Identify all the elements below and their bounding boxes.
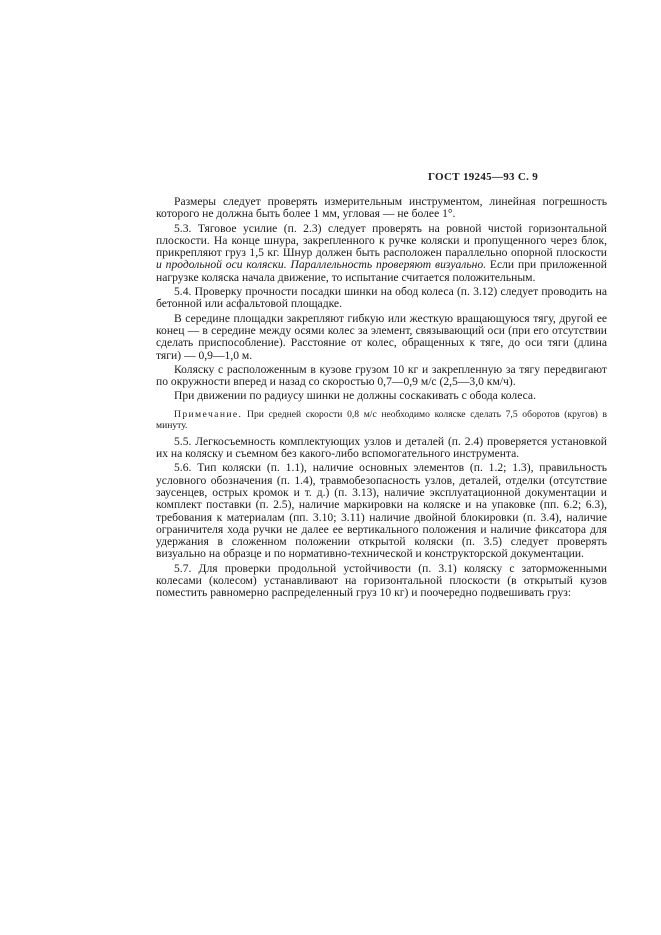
- paragraph-radius-motion: При движении по радиусу шинки не должны соскакивать с обода колеса.: [174, 389, 536, 403]
- paragraph-stroller-load: Коляску с расположенным в кузове грузом 10 кг и закрепленную за тягу передвигают по окружности вперед и назад со скоростью 0,7—0,9 м/с (2,5—3,0 км/ч).: [156, 362, 607, 389]
- paragraph-5-7: 5.7. Для проверки продольной устойчивости (п. 3.1) коляску с заторможенными колесами (колесом) устанавливают на горизонтальной плоскости (в открытый кузов поместить равномерно распределенный груз 10 кг) и поочередно подвешивать груз:: [156, 561, 607, 600]
- paragraph-measurements: Размеры следует проверять измерительным инструментом, линейная погрешность которого не должна быть более 1 мм, угловая — не более 1°.: [156, 195, 607, 221]
- paragraph-5-3-italic: и продольной оси коляски. Параллельность проверяют визуально.: [156, 258, 487, 272]
- paragraph-5-4: 5.4. Проверку прочности посадки шинки на обод колеса (п. 3.12) следует проводить на бетонной или асфальтовой площадке.: [156, 285, 607, 311]
- paragraph-5-3-part-a: 5.3. Тяговое усилие (п. 2.3) следует проверять на ровной чистой горизонтальной плоскости. На конце шнура, закрепленного к ручке коляски и пропущенного через блок, прикрепляют груз 1,5 кг. Шнур должен быть расположен параллельно опорной плоскости: [156, 221, 607, 260]
- document-body: [156, 196, 607, 600]
- note: [156, 409, 607, 432]
- paragraph-5-5: 5.5. Легкосъемность комплектующих узлов и деталей (п. 2.4) проверяется установкой их на коляску и съемном без какого-либо вспомогательного инструмента.: [156, 434, 607, 461]
- note-label: Примечание.: [174, 408, 243, 420]
- paragraph-5-3-part-c: Если при приложенной нагрузке коляска начала движение, то испытание считается положительным.: [156, 258, 607, 284]
- note-text: При средней скорости 0,8 м/с необходимо коляске сделать 7,5 оборотов (кругов) в минуту.: [156, 408, 607, 432]
- standard-header: ГОСТ 19245—93 С. 9: [428, 171, 539, 183]
- paragraph-5-6: 5.6. Тип коляски (п. 1.1), наличие основных элементов (п. 1.2; 1.3), правильность условного обозначения (п. 1.4), травмобезопасность узлов, деталей, отделки (отсутствие заусенцев, острых кромок и т. д.) (п. 3.13), наличие эксплуатационной документации и комплект поставки (п. 2.5), наличие маркировки на коляске и на упаковке (пп. 6.2; 6.3), требования к материалам (пп. 3.10; 3.11) наличие двойной блокировки (п. 3.4), наличие ограничителя хода ручки не далее ее вертикального положения и наличие фиксатора для удержания в сложенном положении открытой коляски (п. 3.5) следует проверять визуально на образце и по нормативно-технической и конструкторской документации.: [156, 461, 607, 561]
- paragraph-5-3: [156, 223, 607, 284]
- paragraph-center-platform: В середине площадки закрепляют гибкую или жесткую вращающуюся тягу, другой ее конец — в середине между осями колес за элемент, связывающий оси (при его отсутствии сделать приспособление). Расстояние от колес, обращенных к тяге, до оси тяги (длина тяги) — 0,9—1,0 м.: [156, 311, 607, 362]
